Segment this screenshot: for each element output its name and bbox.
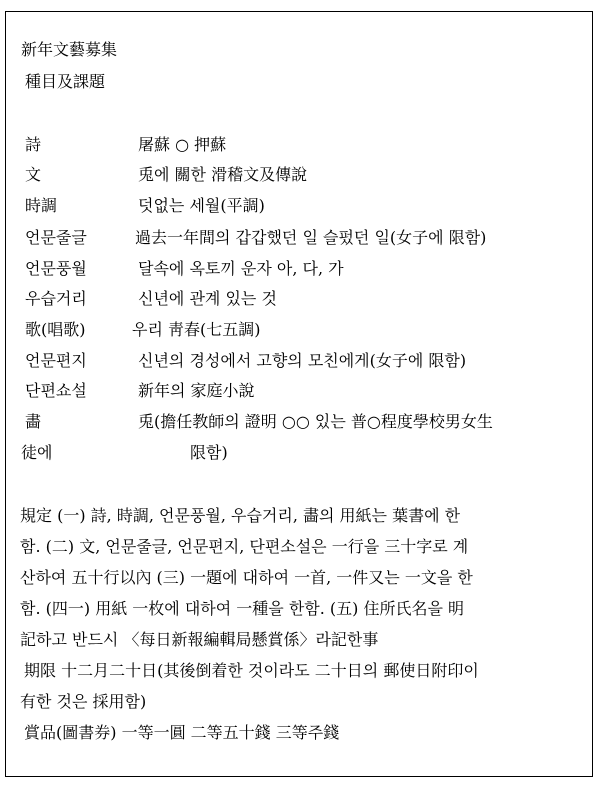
notice-subtitle: 種目及課題 — [25, 72, 106, 91]
entry-value: 달속에 옥토끼 운자 아, 다, 가 — [138, 259, 344, 278]
deadline-line: 期限 十二月二十日(其後倒着한 것이라도 二十日의 郵使日附印이 — [24, 661, 479, 680]
entry-value: 兎(擔任教師의 證明 ○○ 있는 普○程度學校男女生 — [138, 412, 493, 431]
rules-paragraph — [20, 500, 582, 748]
entry-value: 신년에 관계 있는 것 — [138, 289, 277, 308]
entry-label: 文 — [25, 165, 42, 184]
entry-label: 우습거리 — [25, 289, 87, 308]
entry-value: 덧없는 세월(平調) — [138, 196, 265, 215]
entry-value: 過去一年間의 갑갑했던 일 슬펐던 일(女子에 限함) — [135, 228, 487, 247]
entry-value: 屠蘇 ○ 押蘇 — [138, 135, 227, 154]
notice-title: 新年文藝募集 — [21, 40, 118, 59]
entry-value: 우리 靑春(七五調) — [132, 320, 261, 339]
entry-label: 언문풍월 — [25, 259, 87, 278]
continuation-suffix: 限함) — [190, 443, 228, 462]
deadline-line: 有한 것은 採用함) — [20, 692, 147, 711]
entry-label: 단편쇼설 — [25, 381, 87, 400]
entry-label: 언문줄글 — [25, 228, 87, 247]
entry-value: 신년의 경성에서 고향의 모친에게(女子에 限함) — [138, 351, 467, 370]
entry-label: 詩 — [25, 135, 42, 154]
continuation-prefix: 徒에 — [21, 443, 53, 462]
entry-label: 畵 — [25, 412, 42, 431]
prize-line: 賞品(圖書券) 一等一圓 二等五十錢 三等주錢 — [24, 723, 340, 742]
entry-label: 時調 — [25, 196, 58, 215]
rules-line: 산하여 五十行以內 (三) 一題에 대하여 一首, 一件又는 一文을 한 — [20, 568, 473, 587]
rules-line: 記하고 반드시 〈每日新報編輯局懸賞係〉라記한事 — [20, 630, 379, 649]
rules-line: 規定 (一) 詩, 時調, 언문풍월, 우습거리, 畵의 用紙는 葉書에 한 — [20, 506, 461, 525]
entry-value: 新年의 家庭小說 — [138, 381, 255, 400]
entry-label: 언문편지 — [25, 351, 87, 370]
rules-line: 함. (二) 文, 언문줄글, 언문편지, 단편소설은 一行을 三十字로 계 — [20, 537, 469, 556]
entry-value: 兎에 關한 滑稽文及傳說 — [138, 165, 308, 184]
rules-line: 함. (四一) 用紙 一枚에 대하여 一種을 한함. (五) 住所氏名을 明 — [20, 599, 465, 618]
entry-label: 歌(唱歌) — [25, 320, 86, 339]
